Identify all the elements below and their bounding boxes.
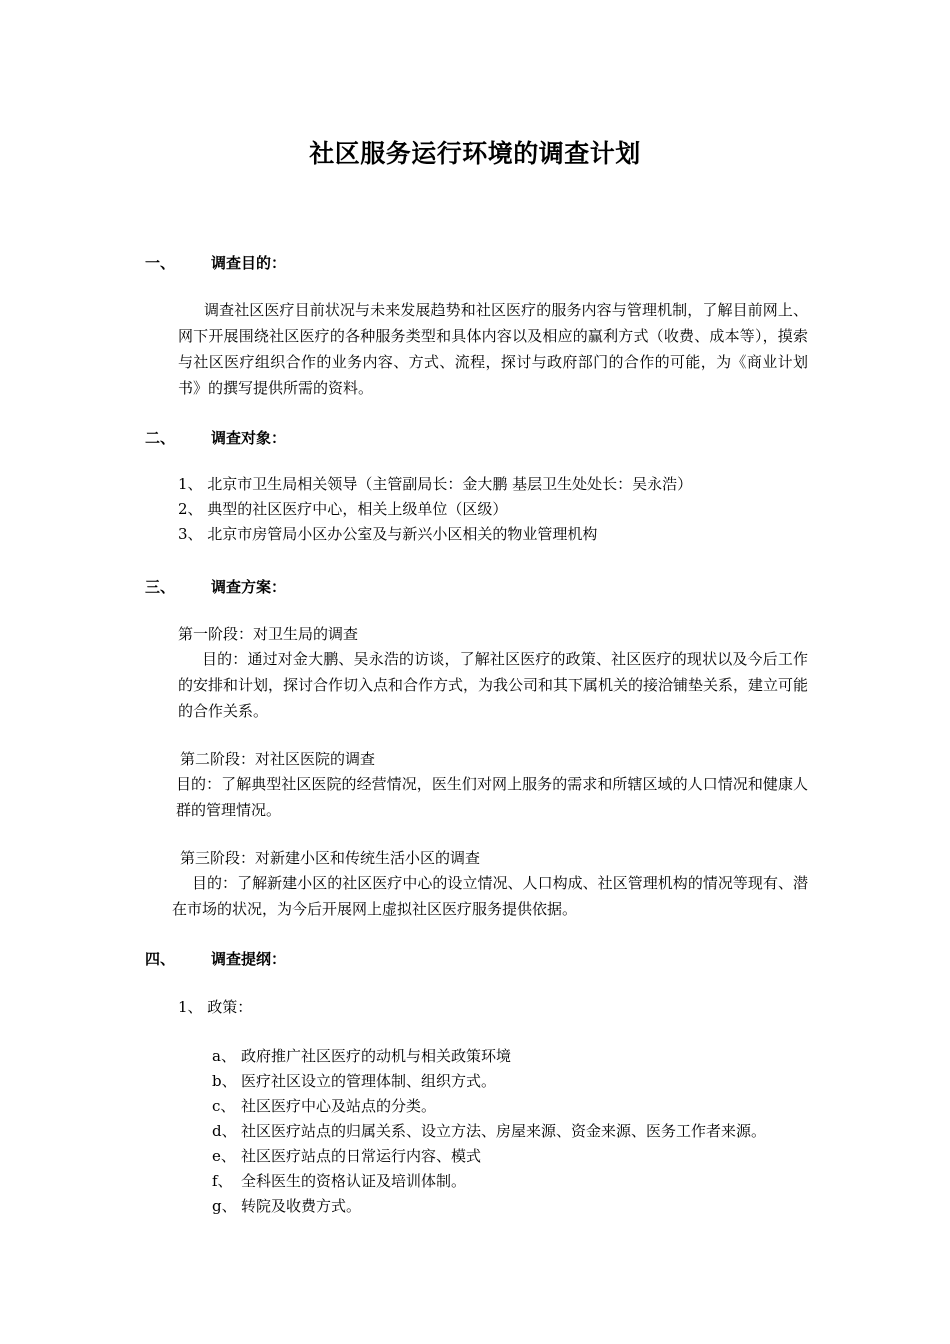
subitem-text: 全科医生的资格认证及培训体制。 xyxy=(241,1172,467,1190)
purpose-paragraph: 调查社区医疗目前状况与未来发展趋势和社区医疗的服务内容与管理机制，了解目前网上、网下开展围绕社区医疗的各种服务类型和具体内容以及相应的赢利方式（收费、成本等），摸索与社区医疗组织合作的业务内容、方式、流程，探讨与政府部门的合作的可能，为《商业计划书》的撰写提供所需的资料。 xyxy=(178,301,808,397)
section-label: 调查目的： xyxy=(211,254,287,272)
target-item: 1、 北京市卫生局相关领导（主管副局长：金大鹏 基层卫生处处长：吴永浩） xyxy=(178,475,693,493)
outline-subitem xyxy=(212,1046,512,1066)
subitem-letter: c、 xyxy=(212,1097,236,1115)
target-item: 3、 北京市房管局小区办公室及与新兴小区相关的物业管理机构 xyxy=(178,525,598,543)
section-number: 四、 xyxy=(145,950,176,968)
section-number: 二、 xyxy=(145,429,176,447)
outline-subitem xyxy=(212,1171,467,1191)
stage2-title: 第二阶段：对社区医院的调查 xyxy=(180,750,376,768)
outline-subitem xyxy=(212,1146,482,1166)
subitem-text: 社区医疗中心及站点的分类。 xyxy=(241,1097,437,1115)
subitem-letter: a、 xyxy=(212,1047,236,1065)
outline-subitem xyxy=(212,1071,497,1091)
target-item: 2、 典型的社区医疗中心，相关上级单位（区级） xyxy=(178,500,508,518)
outline-subitem xyxy=(212,1121,767,1141)
subitem-text: 社区医疗站点的日常运行内容、模式 xyxy=(241,1147,482,1165)
subitem-letter: b、 xyxy=(212,1072,237,1090)
subitem-letter: g、 xyxy=(212,1197,237,1215)
subitem-letter: d、 xyxy=(212,1122,237,1140)
outline-subitem xyxy=(212,1196,362,1216)
stage3-title: 第三阶段：对新建小区和传统生活小区的调查 xyxy=(180,849,481,867)
outline-item-1: 1、 政策： xyxy=(178,998,253,1016)
section-number: 三、 xyxy=(145,578,176,596)
page-title: 社区服务运行环境的调查计划 xyxy=(309,139,641,168)
stage1-goal: 目的：通过对金大鹏、吴永浩的访谈，了解社区医疗的政策、社区医疗的现状以及今后工作的安排和计划，探讨合作切入点和合作方式，为我公司和其下属机关的接洽铺垫关系，建立可能的合作关系。 xyxy=(178,650,809,720)
subitem-letter: f、 xyxy=(212,1172,233,1190)
section-label: 调查方案： xyxy=(211,578,287,596)
subitem-text: 转院及收费方式。 xyxy=(241,1197,362,1215)
section-number: 一、 xyxy=(145,254,176,272)
outline-subitem xyxy=(212,1096,437,1116)
stage2-goal: 目的：了解典型社区医院的经营情况，医生们对网上服务的需求和所辖区域的人口情况和健康人群的管理情况。 xyxy=(176,775,808,819)
subitem-text: 医疗社区设立的管理体制、组织方式。 xyxy=(241,1072,497,1090)
section-label: 调查提纲： xyxy=(211,950,287,968)
subitem-letter: e、 xyxy=(212,1147,236,1165)
subitem-text: 社区医疗站点的归属关系、设立方法、房屋来源、资金来源、医务工作者来源。 xyxy=(241,1122,767,1140)
stage1-title: 第一阶段：对卫生局的调查 xyxy=(178,625,359,643)
section-label: 调查对象： xyxy=(211,429,287,447)
stage3-goal: 目的：了解新建小区的社区医疗中心的设立情况、人口构成、社区管理机构的情况等现有、潜在市场的状况，为今后开展网上虚拟社区医疗服务提供依据。 xyxy=(172,874,808,918)
subitem-text: 政府推广社区医疗的动机与相关政策环境 xyxy=(241,1047,512,1065)
